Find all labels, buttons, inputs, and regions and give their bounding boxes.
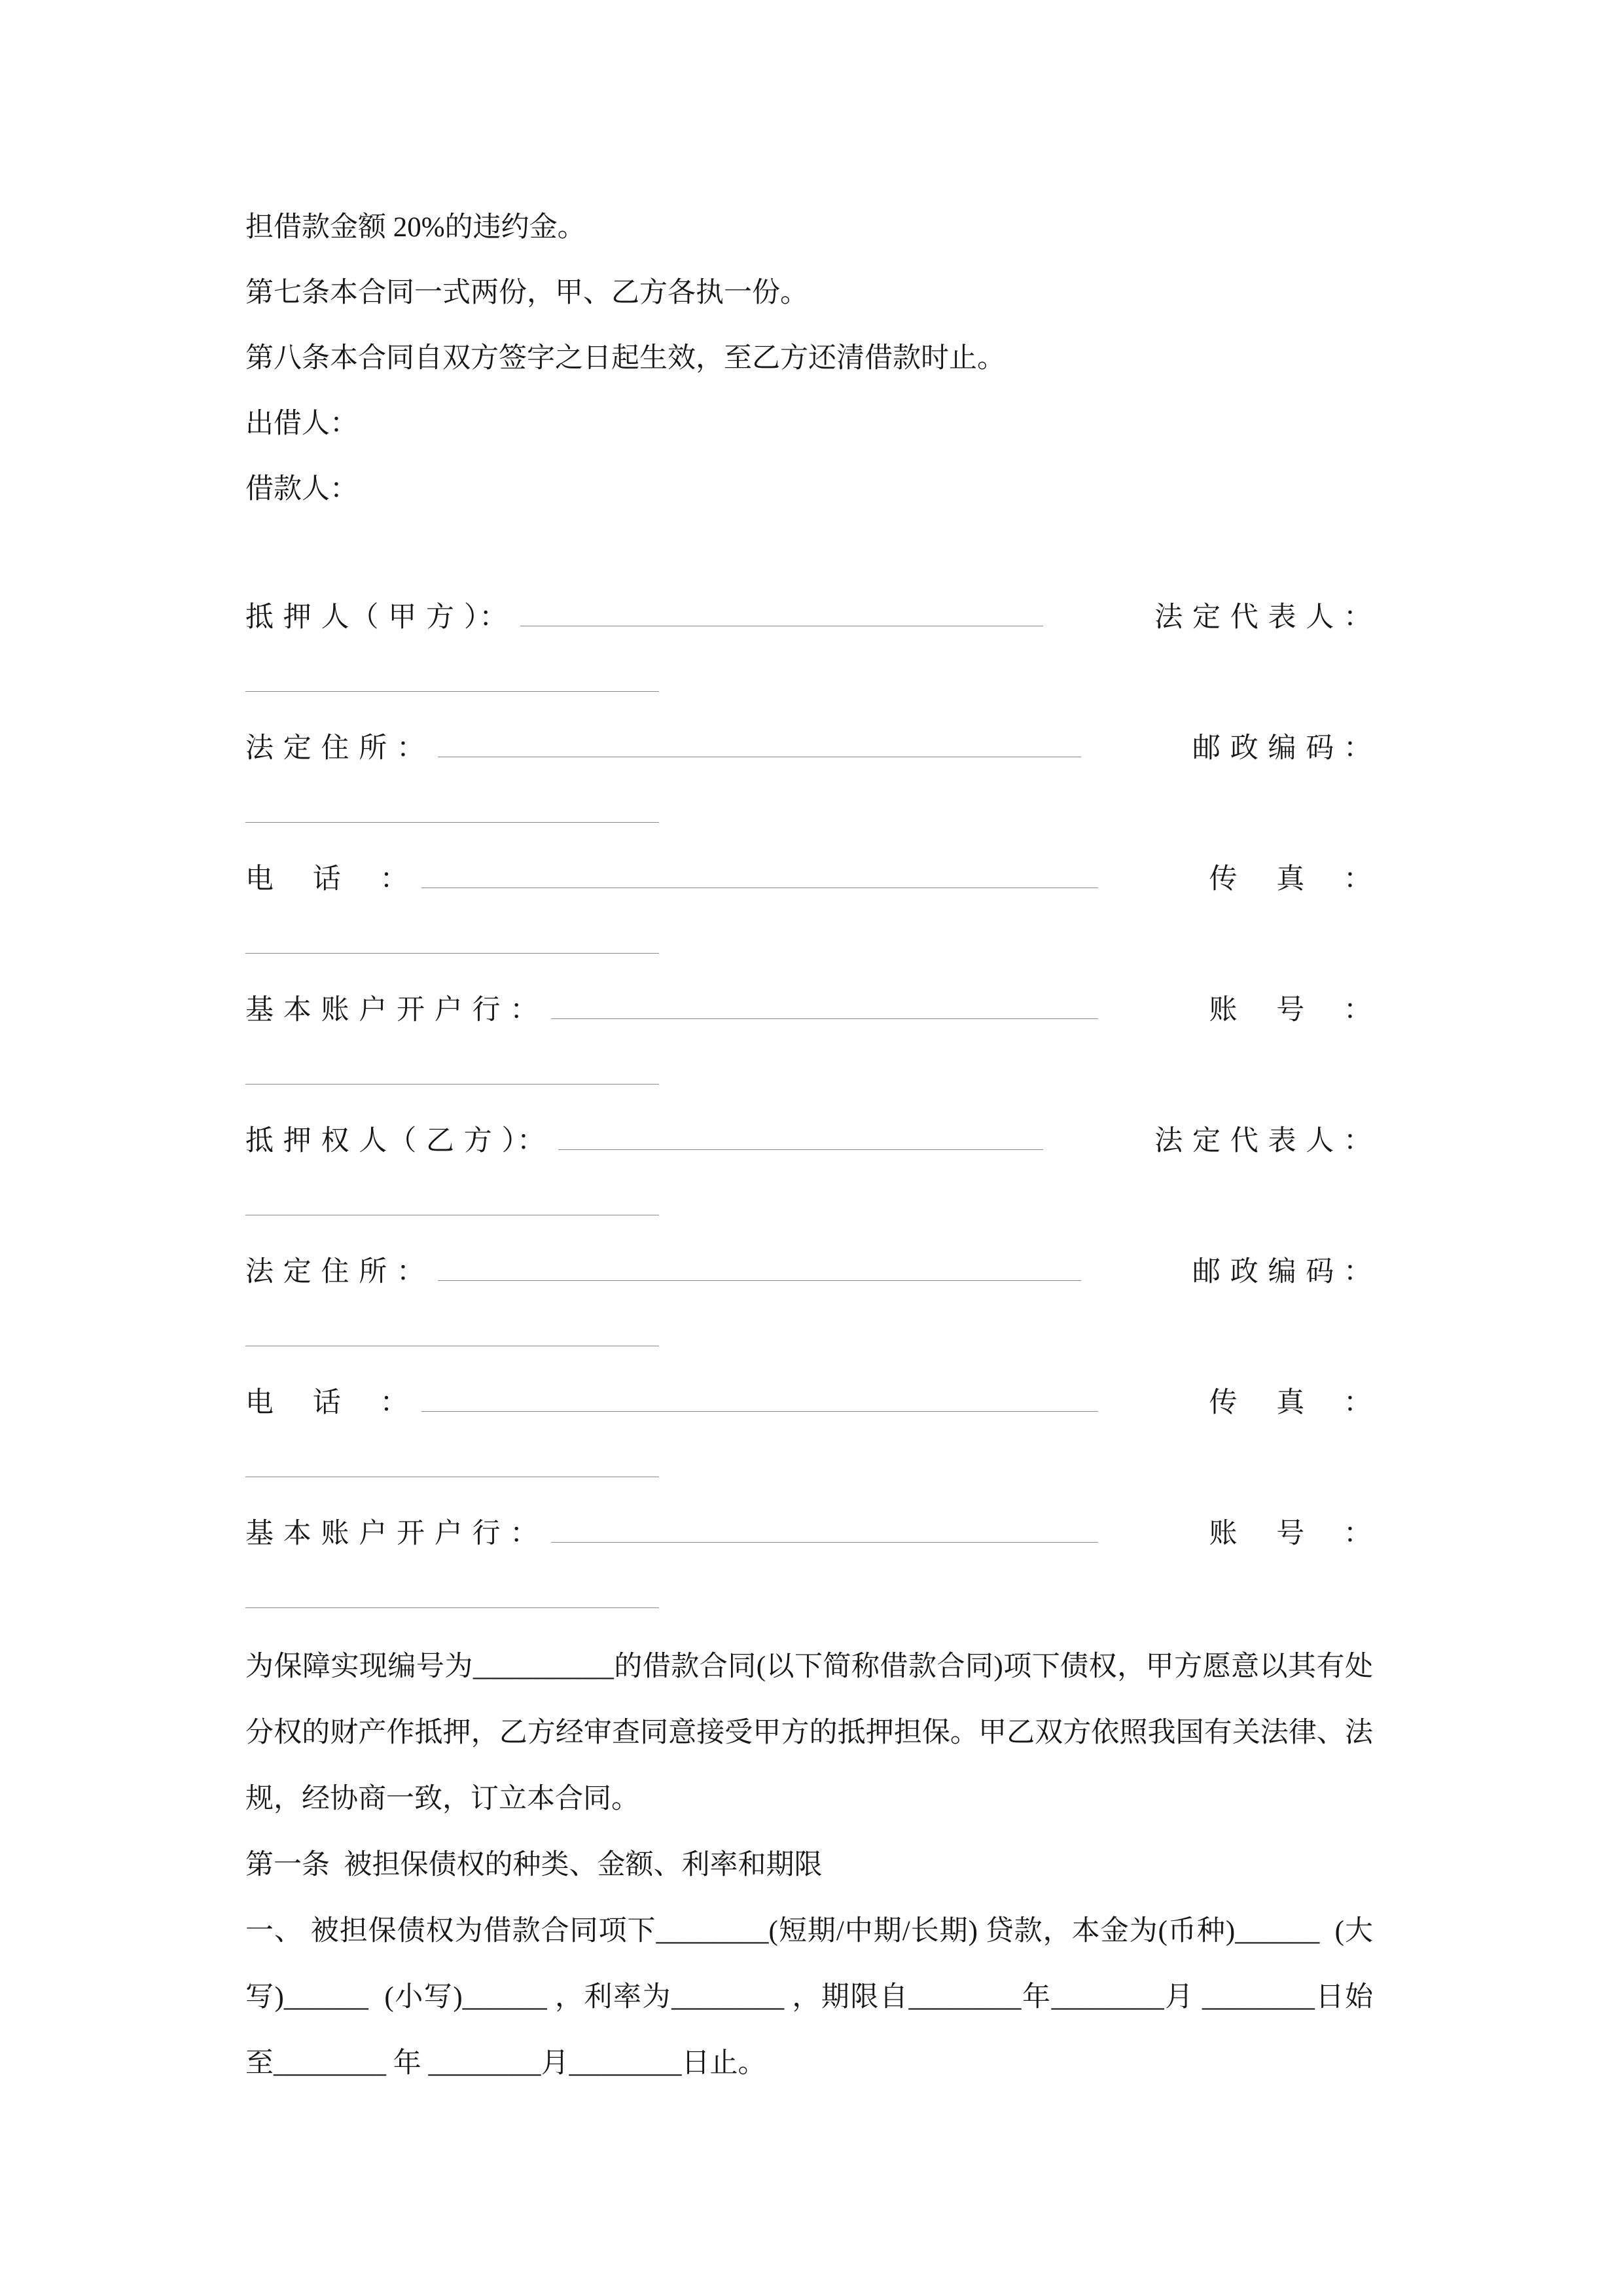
fill-in-blank-line [245, 953, 659, 954]
paragraph-secured-debt-terms: 一、 被担保债权为借款合同项下________(短期/中期/长期) 贷款，本金为(币种)______ (大写)______ (小写)______ ，利率为________ ，期限自________年________月 ________日始至________ 年 ________月________日止。 [245, 1916, 1373, 2079]
continuation-row [245, 1305, 1373, 1371]
form-row-mortgagee [245, 1109, 1373, 1174]
form-row-right-label: 传 真 ： [1209, 1388, 1373, 1418]
form-row-label: 电 话 ： [245, 1388, 410, 1418]
continuation-row [245, 781, 1373, 847]
continuation-row [245, 1436, 1373, 1501]
continuation-row [245, 1567, 1373, 1632]
continuation-row [245, 912, 1373, 978]
clause-one-heading: 第一条 被担保债权的种类、金额、利率和期限 [245, 1850, 823, 1880]
continuation-row [245, 1174, 1373, 1240]
fill-in-blank-line [421, 1411, 1098, 1412]
fill-in-blank-line [245, 1084, 659, 1085]
form-row-right-label: 法 定 代 表 人 ： [1154, 1126, 1373, 1157]
continuation-row [245, 1043, 1373, 1109]
form-row-right-label: 邮 政 编 码 ： [1192, 733, 1373, 764]
paragraph-clause-seven: 第七条本合同一式两份，甲、乙方各执一份。 [245, 278, 808, 308]
form-row-label: 电 话 ： [245, 864, 410, 895]
contract-body-section [245, 1634, 1373, 2096]
form-row-right-label: 账 号 ： [1209, 1518, 1373, 1549]
form-row-label: 法 定 住 所 ： [245, 733, 426, 764]
form-row-right-label: 邮 政 编 码 ： [1192, 1257, 1373, 1287]
fill-in-blank-line [438, 1280, 1081, 1281]
form-row-mortgagor [245, 585, 1373, 651]
lender-label: 出借人： [245, 408, 358, 439]
form-row-legal-address-2 [245, 1240, 1373, 1305]
form-row-right-label: 账 号 ： [1209, 995, 1373, 1026]
fill-in-blank-line [245, 691, 659, 692]
fill-in-blank-line [245, 1607, 659, 1608]
form-row-label: 法 定 住 所 ： [245, 1257, 426, 1287]
paragraph-clause-eight: 第八条本合同自双方签字之日起生效，至乙方还清借款时止。 [245, 343, 1005, 374]
party-info-form [245, 585, 1373, 1632]
fill-in-blank-line [558, 1149, 1043, 1150]
paragraph-guarantee-intro: 为保障实现编号为__________的借款合同(以下简称借款合同)项下债权，甲方愿意以其有处分权的财产作抵押，乙方经审查同意接受甲方的抵押担保。甲乙双方依照我国有关法律、法规，经协商一致，订立本合同。 [245, 1651, 1373, 1814]
form-row-phone [245, 847, 1373, 912]
preamble-section [245, 195, 1373, 522]
form-row-bank [245, 978, 1373, 1043]
form-row-label: 基 本 账 户 开 户 行 ： [245, 1518, 540, 1549]
form-row-phone-2 [245, 1371, 1373, 1436]
form-row-label: 基 本 账 户 开 户 行 ： [245, 995, 540, 1026]
fill-in-blank-line [551, 1018, 1097, 1019]
form-row-label: 抵 押 人（ 甲 方 ）： [245, 602, 509, 633]
continuation-row [245, 651, 1373, 716]
fill-in-blank-line [245, 822, 659, 823]
borrower-label: 借款人： [245, 474, 358, 505]
fill-in-blank-line [551, 1542, 1097, 1543]
form-row-right-label: 法 定 代 表 人 ： [1154, 602, 1373, 633]
form-row-bank-2 [245, 1501, 1373, 1567]
paragraph-penalty-clause: 担借款金额 20%的违约金。 [245, 212, 586, 243]
form-row-right-label: 传 真 ： [1209, 864, 1373, 895]
form-row-label: 抵 押 权 人（ 乙 方 ）： [245, 1126, 546, 1157]
form-row-legal-address [245, 716, 1373, 781]
